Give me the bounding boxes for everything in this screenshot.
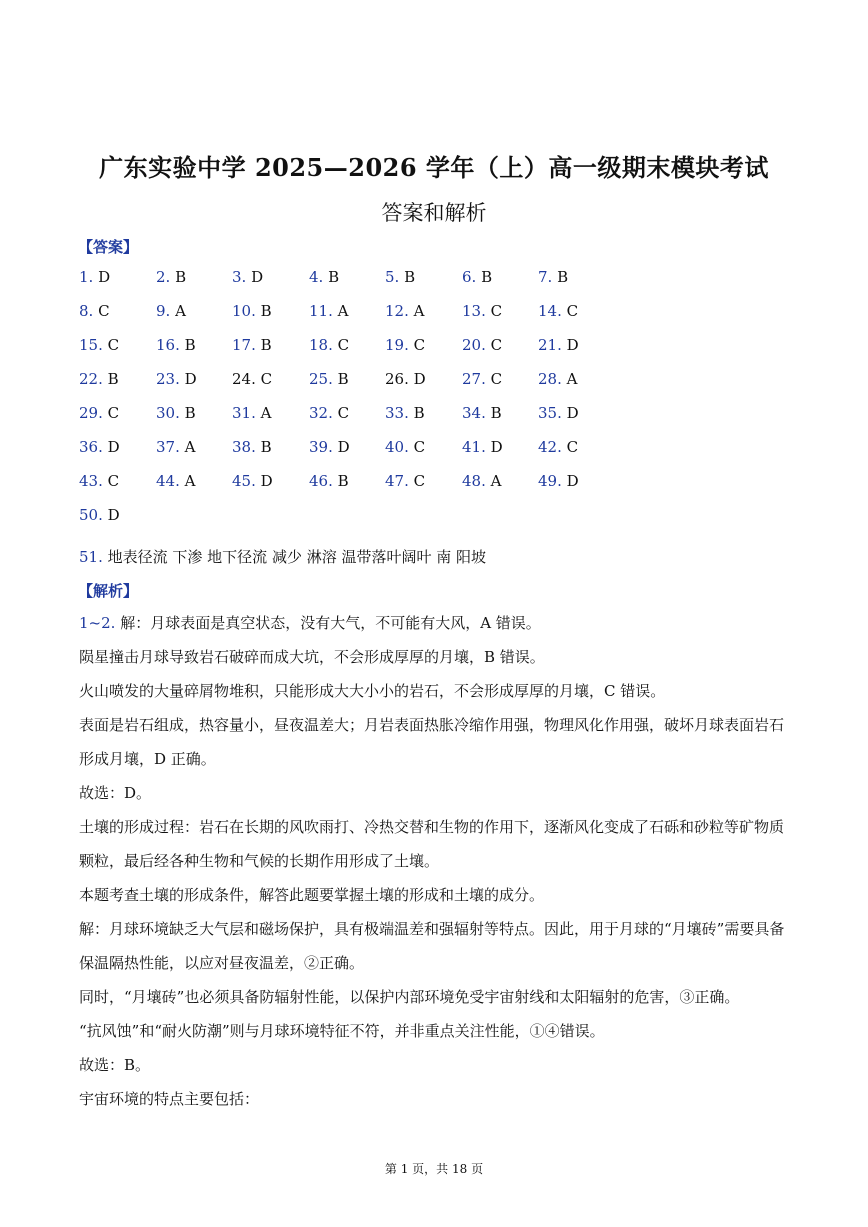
answer-choice: B [184,336,196,354]
answer-choice: B [175,268,187,286]
answer-choice: A [337,302,349,320]
answer-item [538,370,577,388]
answer-row [79,506,799,540]
answer-item [232,336,272,354]
answer-choice: B [184,404,196,422]
answer-row [79,370,799,404]
answer-choice: C [490,370,503,388]
answer-51 [79,546,486,567]
answer-item [385,404,425,422]
question-number: 30. [156,404,180,422]
answer-choice: D [413,370,426,388]
answer-choice: B [260,336,272,354]
analysis-section-tag: 【解析】 [78,582,139,600]
answer-item [309,438,350,456]
answer-item [309,370,349,388]
answer-item [309,472,349,490]
answer-choice: A [175,302,186,320]
question-number: 24. [232,370,256,388]
answer-choice: C [260,370,273,388]
answer-choice: B [413,404,425,422]
page-footer: 第 1 页，共 18 页 [384,1162,484,1176]
answer-item [462,302,502,320]
answer-item [538,472,579,490]
answer-choice: C [107,336,120,354]
question-number: 44. [156,472,180,490]
answer-choice: D [184,370,197,388]
answer-item [156,336,196,354]
analysis-paragraph: 宇宙环境的特点主要包括： [79,1090,260,1108]
answer-item [385,336,425,354]
analysis-paragraph: 故选：B。 [79,1056,151,1074]
question-number: 40. [385,438,409,456]
answer-choice: B [260,302,272,320]
question-number: 11. [309,302,333,320]
question-range-label: 1~2. [79,614,116,632]
answer-choice: A [260,404,272,422]
answer-choice: C [490,336,503,354]
question-number: 6. [462,268,477,286]
answer-item [462,404,502,422]
question-number: 23. [156,370,180,388]
answer-choice: C [490,302,503,320]
question-number: 28. [538,370,562,388]
answer-item [538,404,579,422]
question-number: 8. [79,302,94,320]
answer-choice: C [566,438,579,456]
question-number: 43. [79,472,103,490]
question-number: 47. [385,472,409,490]
answer-item [232,438,272,456]
analysis-paragraph: 本题考查土壤的形成条件，解答此题要掌握土壤的形成和土壤的成分。 [79,886,545,904]
answer-item [156,472,195,490]
answer-choice: D [107,438,120,456]
analysis-paragraph: 土壤的形成过程：岩石在长期的风吹雨打、冷热交替和生物的作用下，逐渐风化变成了石砾和砂粒等矿物质颗粒，最后经各种生物和气候的长期作用形成了土壤。 [79,818,785,870]
answer-choice: A [184,438,196,456]
answer-choice: B [404,268,416,286]
analysis-paragraph: 同时，“月壤砖”也必须具备防辐射性能，以保护内部环境免受宇宙射线和太阳辐射的危害，③正确。 [79,988,740,1006]
answer-item [156,268,186,286]
question-number: 29. [79,404,103,422]
answer-choice: B [328,268,340,286]
analysis-paragraph: 表面是岩石组成，热容量小，昼夜温差大；月岩表面热胀冷缩作用强，物理风化作用强，破坏月球表面岩石形成月壤，D 正确。 [79,716,785,768]
question-number: 2. [156,268,171,286]
question-number: 9. [156,302,171,320]
answer-choice: C [107,472,120,490]
answer-choice: A [413,302,425,320]
document-title: 广东实验中学 2025—2026 学年（上）高一级期末模块考试 [99,153,769,182]
answer-choice: C [413,336,426,354]
answer-item [538,438,578,456]
answer-choice: C [107,404,120,422]
question-number: 21. [538,336,562,354]
answer-choice: D [251,268,264,286]
answer-choice: D [566,404,579,422]
analysis-paragraph: 解：月球环境缺乏大气层和磁场保护，具有极端温差和强辐射等特点。因此，用于月球的“月壤砖”需要具备保温隔热性能，以应对昼夜温差，②正确。 [79,920,785,972]
analysis-paragraph: 火山喷发的大量碎屑物堆积，只能形成大大小小的岩石，不会形成厚厚的月壤，C 错误。 [79,682,666,700]
answer-choice: A [566,370,578,388]
answer-choice: B [337,370,349,388]
answer-item [79,404,119,422]
question-number: 37. [156,438,180,456]
question-number: 25. [309,370,333,388]
answer-choice: D [566,336,579,354]
answer-item [309,302,348,320]
question-number: 10. [232,302,256,320]
answer-choice: D [337,438,350,456]
answer-choice: C [98,302,110,320]
answer-item [79,336,119,354]
answer-item [309,268,339,286]
question-number: 17. [232,336,256,354]
answer-item [385,438,425,456]
answer-row [79,268,799,302]
document-subtitle: 答案和解析 [381,201,487,225]
answer-choice: D [98,268,111,286]
question-number: 4. [309,268,324,286]
analysis-text: 解：月球表面是真空状态，没有大气，不可能有大风，A 错误。 [115,614,541,632]
question-number: 50. [79,506,103,524]
question-number: 20. [462,336,486,354]
answer-item [462,268,492,286]
answer-item [79,472,119,490]
answer-choice: B [260,438,272,456]
answer-item [79,302,110,320]
answer-51-text: 地表径流 下渗 地下径流 减少 淋溶 温带落叶阔叶 南 阳坡 [107,548,487,566]
question-number: 1. [79,268,94,286]
answer-choice: C [413,438,426,456]
question-number: 45. [232,472,256,490]
answer-row [79,302,799,336]
question-number: 36. [79,438,103,456]
question-number: 35. [538,404,562,422]
answer-item [538,336,579,354]
question-number: 19. [385,336,409,354]
question-number: 39. [309,438,333,456]
answer-row [79,404,799,438]
answer-choice: D [107,506,120,524]
answer-item [156,404,196,422]
answer-item [79,268,110,286]
question-number: 26. [385,370,409,388]
answer-item [79,438,120,456]
answer-item [309,404,349,422]
answer-choice: C [337,336,350,354]
answer-item [156,302,186,320]
question-number: 18. [309,336,333,354]
question-number: 5. [385,268,400,286]
analysis-paragraph: 陨星撞击月球导致岩石破碎而成大坑，不会形成厚厚的月壤，B 错误。 [79,648,545,666]
answer-item [462,472,501,490]
question-number: 15. [79,336,103,354]
question-number: 33. [385,404,409,422]
answer-choice: C [337,404,350,422]
answer-choice: D [490,438,503,456]
answer-item [385,268,415,286]
answer-choice: D [260,472,273,490]
analysis-paragraph: 故选：D。 [79,784,152,802]
answer-choice: C [566,302,579,320]
answer-item [538,302,578,320]
question-number: 16. [156,336,180,354]
answer-grid [79,268,799,540]
answer-item [232,302,272,320]
question-number: 3. [232,268,247,286]
answer-choice: C [413,472,426,490]
answers-section-tag: 【答案】 [78,238,139,256]
answer-choice: B [490,404,502,422]
question-number: 12. [385,302,409,320]
question-number: 49. [538,472,562,490]
question-number: 32. [309,404,333,422]
question-number: 46. [309,472,333,490]
answer-item [462,370,502,388]
answer-choice: A [184,472,196,490]
answer-item [232,268,263,286]
question-number: 41. [462,438,486,456]
answer-choice: B [337,472,349,490]
answer-item [79,370,119,388]
answer-choice: B [481,268,493,286]
answer-item [462,336,502,354]
answer-choice: B [107,370,119,388]
answer-51-number: 51. [79,548,103,566]
answer-item [538,268,568,286]
answer-item [462,438,503,456]
answer-item [232,404,271,422]
answer-choice: D [566,472,579,490]
question-number: 31. [232,404,256,422]
answer-item [232,370,272,388]
question-number: 48. [462,472,486,490]
answer-item [156,438,195,456]
answer-row [79,472,799,506]
question-number: 7. [538,268,553,286]
answer-choice: B [557,268,569,286]
answer-item [385,472,425,490]
answer-item [309,336,349,354]
answer-item [385,302,424,320]
question-number: 27. [462,370,486,388]
answer-choice: A [490,472,502,490]
question-number: 38. [232,438,256,456]
answer-item [79,506,120,524]
answer-item [385,370,426,388]
question-number: 13. [462,302,486,320]
question-number: 42. [538,438,562,456]
analysis-paragraph: “抗风蚀”和“耐火防潮”则与月球环境特征不符，并非重点关注性能，①④错误。 [79,1022,605,1040]
answer-row [79,336,799,370]
answer-item [156,370,197,388]
question-number: 14. [538,302,562,320]
question-number: 22. [79,370,103,388]
question-number: 34. [462,404,486,422]
answer-row [79,438,799,472]
answer-item [232,472,273,490]
analysis-paragraph [79,606,789,640]
